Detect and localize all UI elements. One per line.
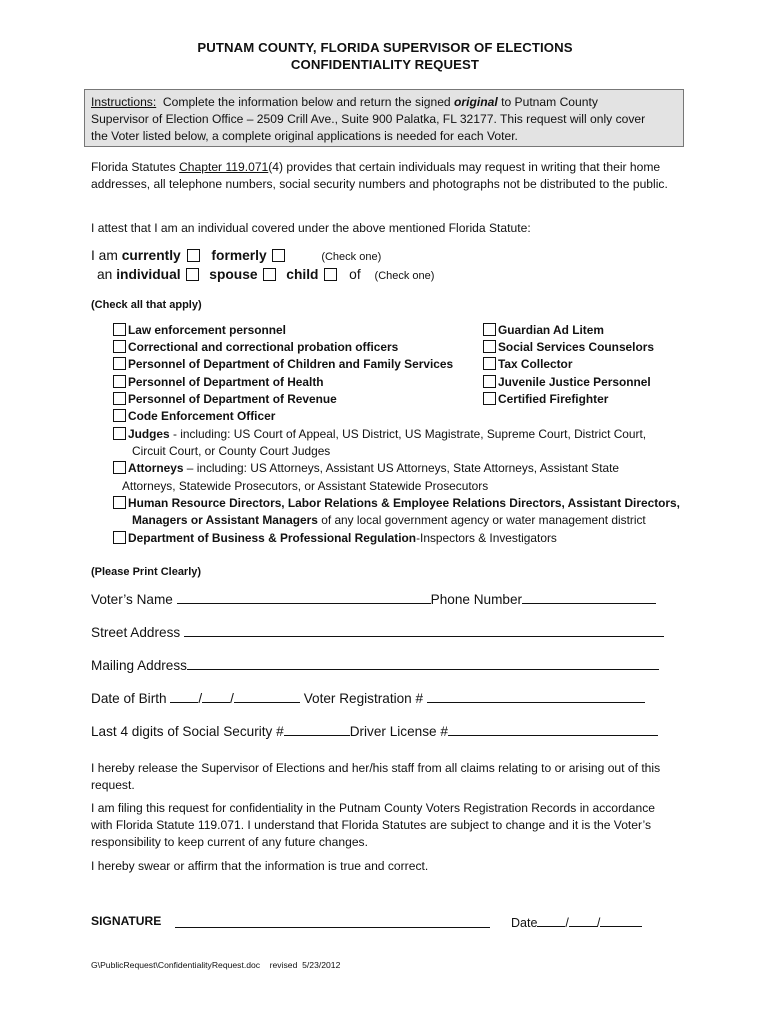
statute-line2: addresses, all telephone numbers, social security numbers and photographs not be distributed to the public. [91,177,668,191]
judges-checkbox[interactable] [113,427,126,440]
category-health: Personnel of Department of Health [113,375,324,390]
status-row1: I am currently formerly (Check one) [91,248,382,263]
category-human-resources: Human Resource Directors, Labor Relations & Employee Relations Directors, Assistant Directors, [113,496,680,511]
social-services-checkbox[interactable] [483,340,496,353]
category-social-services: Social Services Counselors [483,340,654,355]
statute-line1: Florida Statutes Chapter 119.071(4) provides that certain individuals may request in writing that their home [91,160,661,174]
category-guardian-ad-litem: Guardian Ad Litem [483,323,604,338]
print-clearly-note: (Please Print Clearly) [91,566,202,578]
signature-field[interactable] [175,927,490,928]
signature-label: SIGNATURE [91,914,162,928]
instructions-line3: the Voter listed below, a complete original applications is needed for each Voter. [91,129,518,143]
spouse-checkbox[interactable] [263,268,276,281]
health-checkbox[interactable] [113,375,126,388]
dob-year-field[interactable] [234,689,300,703]
law-enforcement-checkbox[interactable] [113,323,126,336]
dbpr-checkbox[interactable] [113,531,126,544]
form-title-line2: CONFIDENTIALITY REQUEST [290,57,480,72]
mailing-address-field[interactable] [187,656,659,670]
category-tax-collector: Tax Collector [483,357,572,372]
attorneys-continued: Attorneys, Statewide Prosecutors, or Assistant Statewide Prosecutors [122,479,489,493]
ssn-dl-row: Last 4 digits of Social Security # Driver License # [91,722,658,739]
tax-collector-checkbox[interactable] [483,357,496,370]
attest-statement: I attest that I am an individual covered under the above mentioned Florida Statute: [91,221,531,235]
formerly-checkbox[interactable] [272,249,285,262]
swear-statement: I hereby swear or affirm that the information is true and correct. [91,859,429,873]
attorneys-checkbox[interactable] [113,461,126,474]
human-resources-continued: Managers or Assistant Managers of any local government agency or water management district [132,513,646,527]
revenue-checkbox[interactable] [113,392,126,405]
footer-file-reference: G\PublicRequest\ConfidentialityRequest.doc revised 5/23/2012 [91,960,341,970]
status-row2: an individual spouse child of (Check one) [97,267,435,282]
category-revenue: Personnel of Department of Revenue [113,392,337,407]
child-checkbox[interactable] [324,268,337,281]
instructions-line2: Supervisor of Election Office – 2509 Crill Ave., Suite 900 Palatka, FL 32177. This request will only cover [91,112,646,126]
category-firefighter: Certified Firefighter [483,392,608,407]
voter-name-row: Voter’s Name Phone Number [91,590,656,607]
street-address-row: Street Address [91,623,664,640]
sign-year-field[interactable] [600,913,642,927]
category-law-enforcement: Law enforcement personnel [113,323,286,338]
voter-name-field[interactable] [177,590,431,604]
check-one-note-2: (Check one) [374,270,435,282]
dob-day-field[interactable] [202,689,230,703]
dob-row: Date of Birth / / Voter Registration # [91,689,645,706]
juvenile-justice-checkbox[interactable] [483,375,496,388]
phone-number-field[interactable] [522,590,656,604]
form-title-line1: PUTNAM COUNTY, FLORIDA SUPERVISOR OF ELECTIONS [197,40,573,55]
driver-license-field[interactable] [448,722,658,736]
mailing-address-row: Mailing Address [91,656,659,673]
check-one-note: (Check one) [321,251,382,263]
original-emphasis: original [454,95,498,109]
ssn-last4-field[interactable] [284,722,350,736]
sign-day-field[interactable] [569,913,597,927]
category-attorneys: Attorneys – including: US Attorneys, Assistant US Attorneys, State Attorneys, Assistant State [113,461,619,476]
category-correctional: Correctional and correctional probation officers [113,340,398,355]
street-address-field[interactable] [184,623,664,637]
human-resources-checkbox[interactable] [113,496,126,509]
voter-registration-field[interactable] [427,689,645,703]
signature-date-row: Date / / [511,913,642,930]
currently-checkbox[interactable] [187,249,200,262]
judges-continued: Circuit Court, or County Court Judges [132,444,331,458]
code-enforcement-checkbox[interactable] [113,409,126,422]
statute-chapter-link: Chapter 119.071 [179,160,269,174]
release-paragraph: I hereby release the Supervisor of Elections and her/his staff from all claims relating to or arising out of this request. [91,761,661,792]
category-code-enforcement: Code Enforcement Officer [113,409,275,424]
category-children-family: Personnel of Department of Children and Family Services [113,357,453,372]
category-judges: Judges - including: US Court of Appeal, US District, US Magistrate, Supreme Court, District Court, [113,427,646,442]
sign-month-field[interactable] [537,913,565,927]
children-family-checkbox[interactable] [113,357,126,370]
instructions-label: Instructions: [91,95,157,109]
category-dbpr: Department of Business & Professional Regulation-Inspectors & Investigators [113,531,557,546]
guardian-ad-litem-checkbox[interactable] [483,323,496,336]
dob-month-field[interactable] [170,689,198,703]
category-juvenile-justice: Juvenile Justice Personnel [483,375,651,390]
instructions-line1: Instructions: Complete the information below and return the signed original to Putnam County [91,95,598,109]
filing-paragraph: I am filing this request for confidentiality in the Putnam County Voters Registration Records in accordance with Florida Statute 119.071. I understand that Florida Statutes are subject to change and it is the Voter’s responsibility to keep current of any future changes. [91,801,655,849]
firefighter-checkbox[interactable] [483,392,496,405]
instructions-box [84,89,684,147]
individual-checkbox[interactable] [186,268,199,281]
check-all-note: (Check all that apply) [91,299,202,311]
correctional-checkbox[interactable] [113,340,126,353]
